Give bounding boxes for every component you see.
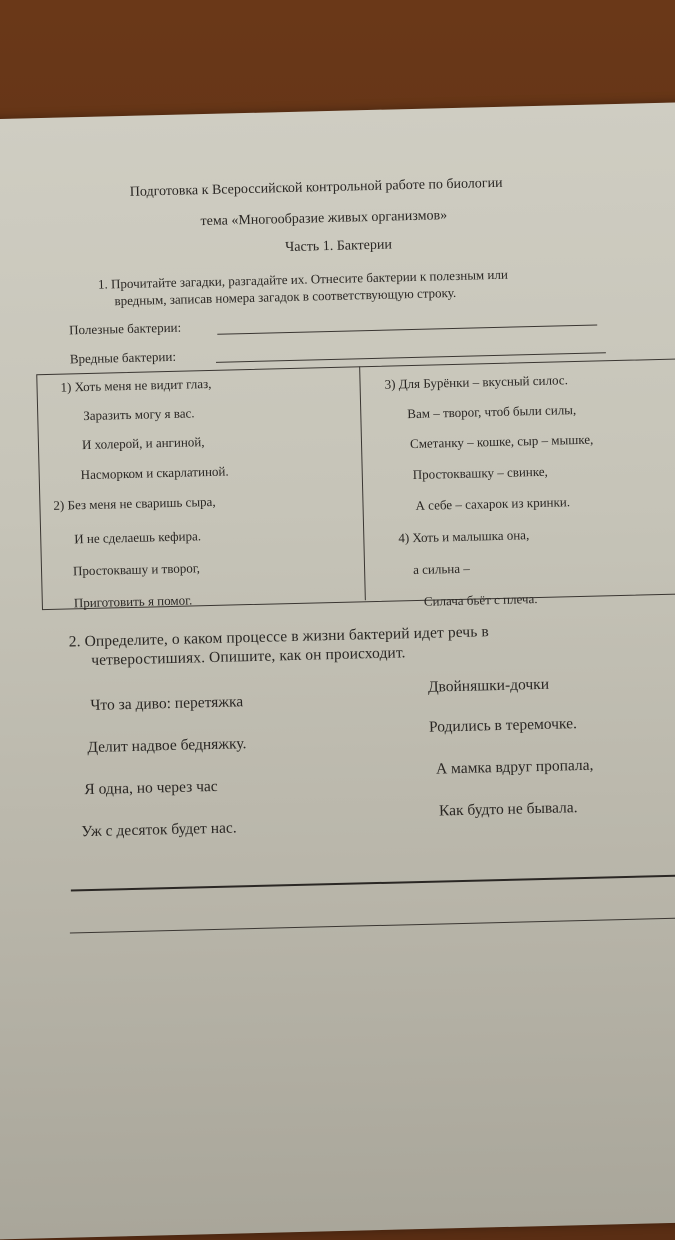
riddle-left-line: 1) Хоть меня не видит глаз, (60, 375, 212, 395)
poem-left-line: Я одна, но через час (84, 777, 218, 799)
poem-right-line: Двойняшки-дочки (427, 675, 550, 696)
useful-bacteria-answer-line[interactable] (217, 324, 597, 334)
riddle-left-line: Заразить могу я вас. (83, 405, 195, 424)
riddle-right-line: Простоквашку – свинке, (412, 463, 548, 483)
riddle-left-line: 2) Без меня не сваришь сыра, (53, 493, 216, 513)
task2-answer-line[interactable] (70, 917, 675, 934)
poem-right-line: Как будто не бывала. (438, 799, 578, 820)
task2-instruction-line1: 2. Определите, о каком процессе в жизни бактерий идет речь в (68, 623, 489, 651)
poem-left-line: Делит надвое бедняжку. (87, 735, 247, 757)
worksheet-part: Часть 1. Бактерии (285, 237, 393, 256)
riddle-right-line: Сметанку – кошке, сыр – мышке, (409, 431, 594, 452)
task1-instruction-line2: вредным, записав номера загадок в соответствующую строку. (114, 284, 457, 309)
riddle-left-line: И холерой, и ангиной, (81, 434, 205, 453)
poem-left-line: Уж с десяток будет нас. (81, 819, 237, 841)
task2-answer-line[interactable] (71, 874, 675, 892)
riddle-left-line: И не сделаешь кефира. (74, 528, 202, 547)
riddle-right-line: Вам – творог, чтоб были силы, (407, 402, 577, 422)
poem-right-line: Родились в теремочке. (428, 715, 578, 736)
worksheet-topic: тема «Многообразие живых организмов» (200, 208, 448, 230)
poem-left-line: Что за диво: перетяжка (90, 693, 244, 714)
useful-bacteria-label: Полезные бактерии: (68, 319, 182, 338)
riddle-right-line: Силача бьёт с плеча. (423, 591, 538, 609)
riddle-right-line: 4) Хоть и малышка она, (398, 527, 530, 546)
worksheet-paper (0, 101, 675, 1239)
riddle-left-line: Насморком и скарлатиной. (80, 463, 229, 483)
task2-instruction-line2: четверостишиях. Опишите, как он происходит. (91, 644, 406, 669)
worksheet-title: Подготовка к Всероссийской контрольной работе по биологии (129, 175, 503, 200)
riddle-right-line: А себе – сахарок из кринки. (415, 494, 571, 513)
harmful-bacteria-label: Вредные бактерии: (69, 348, 177, 367)
poem-right-line: А мамка вдруг пропала, (435, 756, 594, 778)
riddle-left-line: Приготовить я помог. (73, 592, 193, 611)
riddle-right-line: 3) Для Бурёнки – вкусный силос. (384, 372, 569, 392)
task1-instruction-line1: 1. Прочитайте загадки, разгадайте их. Отнесите бактерии к полезным или (97, 266, 509, 292)
riddle-right-line: а сильна – (412, 560, 470, 578)
riddle-left-line: Простоквашу и творог, (72, 560, 201, 579)
